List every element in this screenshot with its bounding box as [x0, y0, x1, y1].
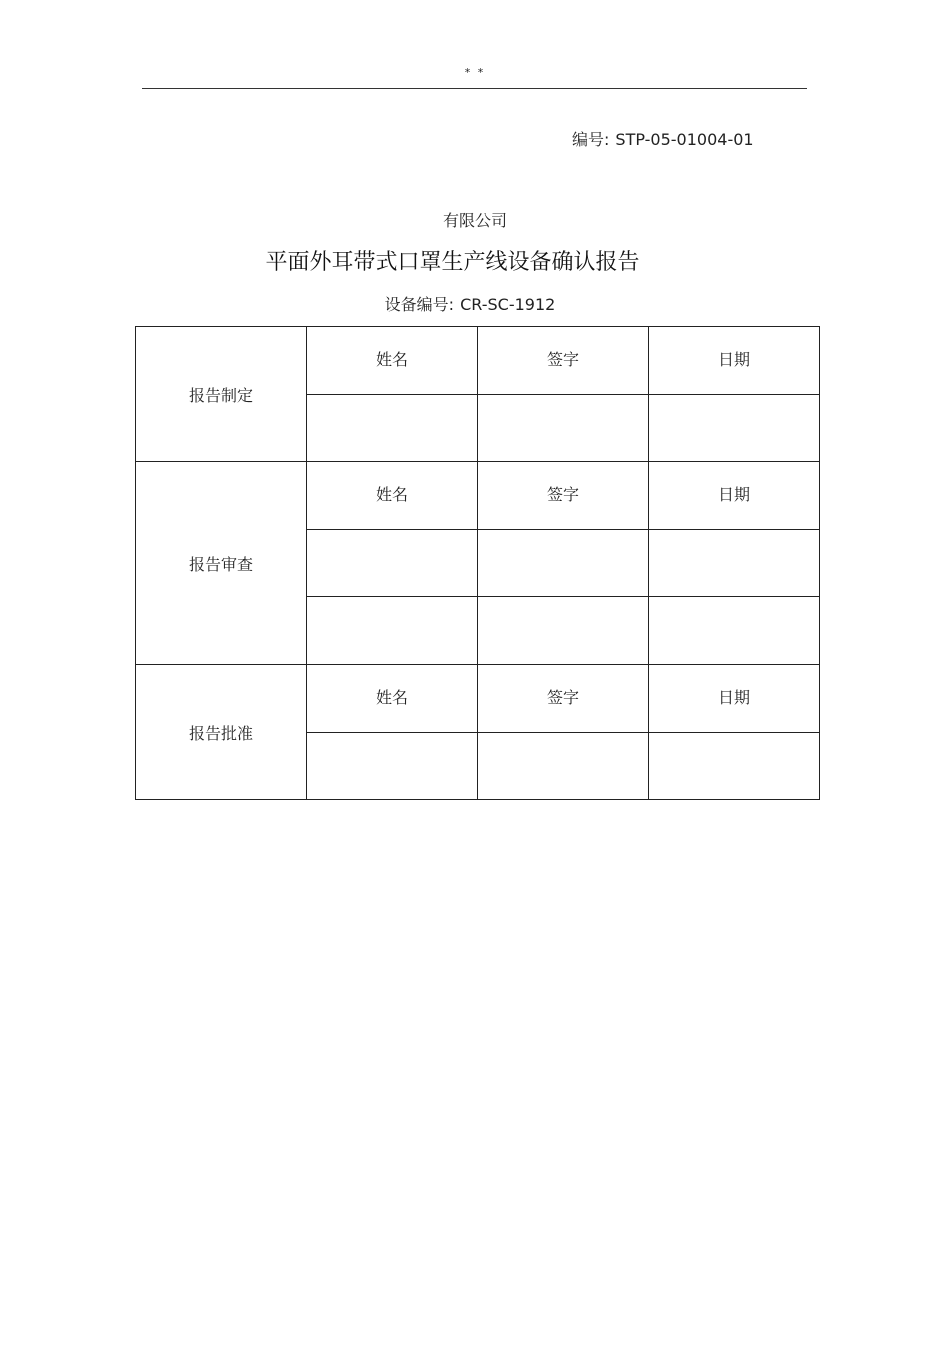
- date-cell[interactable]: [649, 394, 820, 462]
- date-cell[interactable]: [649, 529, 820, 597]
- name-cell[interactable]: [307, 732, 478, 800]
- date-cell[interactable]: [649, 597, 820, 665]
- signature-table: [135, 326, 820, 800]
- signature-cell[interactable]: [478, 732, 649, 800]
- column-header-name: 姓名: [307, 664, 478, 732]
- column-header-date: 日期: [649, 462, 820, 530]
- date-cell[interactable]: [649, 732, 820, 800]
- header-divider: [142, 88, 807, 89]
- table-row: [136, 327, 820, 395]
- document-number-value: STP-05-01004-01: [615, 130, 754, 149]
- document-number-label: 编号:: [572, 130, 610, 149]
- report-title: 平面外耳带式口罩生产线设备确认报告: [265, 250, 640, 275]
- document-number: [572, 127, 754, 150]
- company-name: 有限公司: [442, 211, 507, 230]
- column-header-name: 姓名: [307, 327, 478, 395]
- table-row: [136, 664, 820, 732]
- column-header-date: 日期: [649, 664, 820, 732]
- name-cell[interactable]: [307, 529, 478, 597]
- equipment-number-label: 设备编号:: [384, 295, 455, 314]
- column-header-name: 姓名: [307, 462, 478, 530]
- table-row: [136, 462, 820, 530]
- equipment-number-value: CR-SC-1912: [460, 295, 556, 314]
- section-label-review: 报告审查: [136, 462, 307, 665]
- section-label-approve: 报告批准: [136, 664, 307, 799]
- column-header-signature: 签字: [478, 664, 649, 732]
- column-header-signature: 签字: [478, 462, 649, 530]
- section-label-prepare: 报告制定: [136, 327, 307, 462]
- name-cell[interactable]: [307, 394, 478, 462]
- signature-cell[interactable]: [478, 394, 649, 462]
- column-header-date: 日期: [649, 327, 820, 395]
- column-header-signature: 签字: [478, 327, 649, 395]
- page-header-mark: * *: [464, 66, 486, 79]
- name-cell[interactable]: [307, 597, 478, 665]
- signature-cell[interactable]: [478, 597, 649, 665]
- signature-cell[interactable]: [478, 529, 649, 597]
- equipment-number: [0, 292, 940, 315]
